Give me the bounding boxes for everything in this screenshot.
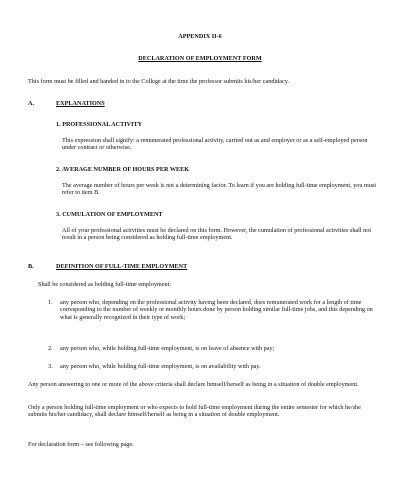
criteria-text-1: any person who, depending on the professional activity having been declared, does remunerated work for a length of time corresponding to the number of weekly or monthly hours done by person holding similar full-time jobs, and this depending on what is generally recognized in their type of work; bbox=[60, 299, 373, 321]
item-heading-average-hours: 2. AVERAGE NUMBER OF HOURS PER WEEK bbox=[56, 166, 190, 173]
item-body-professional-activity: This expression shall signify: a remunerated professional activity, carried out as and employer or as a self-employed person under contract or otherwise. bbox=[62, 137, 368, 152]
section-b-lead: Shall be considered as holding full-time employment: bbox=[38, 281, 172, 288]
item-heading-cumulation: 3. CUMULATION OF EMPLOYMENT bbox=[56, 211, 163, 218]
section-a-letter: A. bbox=[28, 100, 35, 107]
closing-paragraph-2: Only a person holding full-time employment or who expects to hold full-time employment during the entire semester for which he/she submits his/her candidacy, shall declare himself/herself as being in a situation of double employment. bbox=[28, 404, 361, 419]
footer-note: For declaration form – see following page. bbox=[28, 441, 134, 448]
closing-paragraph-1: Any person answering to one or more of the above criteria shall declare himself/herself as being in a situation of double employment. bbox=[28, 381, 359, 388]
intro-paragraph: This form must be filled and handed in to the College at the time the professor submits his/her candidacy. bbox=[28, 78, 289, 85]
criteria-number-1: 1. bbox=[48, 299, 53, 306]
section-b-letter: B. bbox=[28, 263, 34, 270]
criteria-text-3: any person who, while holding full-time employment, is on availability with pay. bbox=[60, 363, 261, 370]
item-body-average-hours: The average number of hours per week is not a determining factor. To learn if you are holding full-time employment, you must refer to item B. bbox=[62, 182, 377, 197]
appendix-title: APPENDIX II-6 bbox=[178, 33, 222, 40]
declaration-title: DECLARATION OF EMPLOYMENT FORM bbox=[138, 55, 262, 62]
section-a-heading: EXPLANATIONS bbox=[56, 100, 105, 107]
item-body-cumulation: All of your professional activities must be declared on this form. However, the cumulation of professional activities shall not result in a person being considered as holding full-time employment. bbox=[62, 227, 372, 242]
criteria-text-2: any person who, while holding full-time employment, is on leave of absence with pay; bbox=[60, 345, 275, 352]
section-b-heading: DEFINITION OF FULL-TIME EMPLOYMENT bbox=[56, 263, 188, 270]
item-heading-professional-activity: 1. PROFESSIONAL ACTIVITY bbox=[56, 121, 143, 128]
criteria-number-2: 2. bbox=[48, 345, 53, 352]
criteria-number-3: 3. bbox=[48, 363, 53, 370]
